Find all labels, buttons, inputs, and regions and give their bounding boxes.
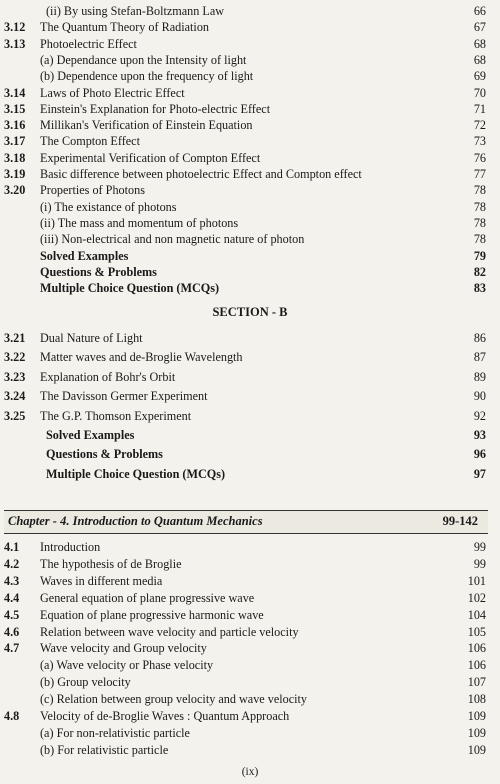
- toc-entry[interactable]: [0, 725, 500, 742]
- section-b-heading: SECTION - B: [212, 305, 288, 319]
- toc-entry-title: (i) The existance of photons: [40, 199, 177, 214]
- toc-entry-title: General equation of plane progressive wave: [40, 590, 255, 605]
- toc-entry[interactable]: [0, 349, 500, 366]
- toc-entry-title: (a) Wave velocity or Phase velocity: [40, 658, 214, 673]
- toc-entry-title: Introduction: [40, 540, 101, 554]
- toc-entry-page: 99: [473, 540, 486, 554]
- toc-entry[interactable]: [0, 657, 500, 674]
- toc-entry-page: 109: [467, 725, 486, 740]
- toc-entry-title: The hypothesis of de Broglie: [40, 556, 182, 571]
- toc-entry-number: 4.7: [4, 641, 20, 656]
- chapter-4-header: [4, 510, 488, 534]
- toc-entry-page: 106: [467, 641, 486, 656]
- page-number-footer: (ix): [241, 766, 259, 778]
- toc-entry-page: 67: [473, 20, 486, 35]
- toc-entry-title: (b) Group velocity: [40, 675, 131, 690]
- toc-entry[interactable]: [0, 590, 500, 607]
- toc-entry-page: 77: [473, 167, 486, 181]
- toc-entry-page: 107: [467, 675, 486, 690]
- toc-entry[interactable]: [0, 640, 500, 657]
- toc-entry-number: 3.23: [4, 369, 26, 384]
- toc-entry[interactable]: [0, 36, 500, 53]
- toc-entry-page: 105: [467, 624, 486, 639]
- toc-entry-title: The Compton Effect: [40, 134, 140, 149]
- toc-entry-page: 68: [473, 52, 486, 67]
- toc-entry-title: Multiple Choice Question (MCQs): [40, 281, 220, 296]
- toc-entry[interactable]: [0, 52, 500, 69]
- toc-entry-page: 86: [473, 331, 486, 345]
- toc-entry[interactable]: [0, 708, 500, 725]
- toc-entry-page: 78: [473, 183, 486, 198]
- toc-entry-page: 73: [473, 134, 486, 149]
- toc-entry[interactable]: [0, 427, 500, 444]
- toc-entry-title: Wave velocity and Group velocity: [40, 641, 207, 656]
- toc-entry-page: 97: [473, 466, 486, 481]
- toc-entry[interactable]: [0, 3, 500, 20]
- toc-entry-page: 102: [467, 590, 486, 605]
- toc-entry-title: Equation of plane progressive harmonic wave: [40, 607, 264, 622]
- toc-entry-number: 4.3: [4, 573, 20, 588]
- toc-entry-title: Millikan's Verification of Einstein Equation: [40, 118, 253, 133]
- toc-entry-page: 93: [473, 428, 486, 442]
- toc-entry-number: 3.13: [4, 36, 26, 51]
- toc-entry-number: 3.24: [4, 389, 26, 404]
- toc-entry[interactable]: [0, 539, 500, 556]
- toc-entry[interactable]: [0, 150, 500, 167]
- toc-entry-title: Questions & Problems: [46, 447, 163, 462]
- toc-entry-title: (b) Dependence upon the frequency of light: [40, 69, 254, 84]
- toc-entry-title: Relation between wave velocity and particle velocity: [40, 624, 299, 639]
- toc-entry[interactable]: [0, 199, 500, 216]
- toc-entry[interactable]: [0, 556, 500, 573]
- toc-entry-page: 66: [473, 4, 486, 18]
- toc-entry-page: 78: [473, 215, 486, 230]
- toc-entry-page: 69: [473, 69, 486, 84]
- toc-entry[interactable]: [0, 330, 500, 347]
- toc-entry-number: 4.1: [4, 540, 20, 554]
- toc-entry-number: 4.5: [4, 607, 20, 622]
- toc-entry[interactable]: [0, 408, 500, 425]
- toc-entry-number: 4.4: [4, 590, 20, 605]
- toc-entry-page: 104: [467, 607, 486, 622]
- toc-entry[interactable]: [0, 369, 500, 386]
- toc-entry-page: 82: [473, 264, 486, 279]
- toc-entry[interactable]: [0, 264, 500, 281]
- toc-entry-page: 70: [473, 85, 486, 100]
- toc-entry-page: 76: [473, 150, 486, 165]
- toc-entry-page: 108: [467, 692, 486, 707]
- toc-entry-title: (a) Dependance upon the Intensity of light: [40, 52, 247, 67]
- toc-entry-title: Matter waves and de-Broglie Wavelength: [40, 350, 243, 365]
- toc-entry-number: 3.22: [4, 350, 26, 365]
- toc-entry-title: Explanation of Bohr's Orbit: [40, 369, 176, 384]
- chapter-title: Chapter - 4. Introduction to Quantum Mechanics: [8, 514, 263, 528]
- toc-entry[interactable]: [0, 117, 500, 134]
- toc-entry-page: 78: [473, 199, 486, 214]
- toc-entry-number: 3.19: [4, 167, 26, 181]
- toc-entry-page: 96: [473, 447, 486, 462]
- toc-entry-page: 109: [467, 709, 486, 723]
- toc-entry[interactable]: [0, 624, 500, 641]
- toc-entry[interactable]: [0, 674, 500, 691]
- chapter-page-range: 99-142: [442, 514, 478, 528]
- toc-entry-number: 3.21: [4, 331, 26, 345]
- toc-entry[interactable]: [0, 573, 500, 590]
- toc-entry-title: Waves in different media: [40, 573, 163, 588]
- toc-entry-number: 3.15: [4, 101, 26, 116]
- toc-entry-page: 92: [473, 408, 486, 423]
- toc-entry[interactable]: [0, 248, 500, 265]
- toc-entry-page: 99: [473, 556, 486, 571]
- toc-entry-title: (b) For relativistic particle: [40, 742, 169, 757]
- toc-entry-number: 4.8: [4, 709, 20, 723]
- toc-entry-number: 3.12: [4, 20, 26, 35]
- toc-entry-title: Basic difference between photoelectric Effect and Compton effect: [40, 167, 362, 181]
- toc-entry-page: 90: [473, 389, 486, 404]
- toc-entry-title: The Quantum Theory of Radiation: [40, 20, 210, 35]
- toc-entry-page: 68: [473, 36, 486, 51]
- toc-entry-title: Properties of Photons: [40, 183, 145, 198]
- toc-entry-title: Laws of Photo Electric Effect: [40, 85, 185, 100]
- toc-entry[interactable]: [0, 742, 500, 759]
- toc-entry-number: 3.20: [4, 183, 26, 198]
- toc-entry-page: 78: [473, 232, 486, 247]
- toc-entry-title: (c) Relation between group velocity and wave velocity: [40, 692, 308, 707]
- toc-entry-page: 72: [473, 118, 486, 133]
- toc-entry-page: 79: [473, 248, 486, 263]
- toc-entry-number: 3.14: [4, 85, 26, 100]
- toc-entry-page: 87: [473, 350, 486, 365]
- toc-entry-title: Questions & Problems: [40, 264, 157, 279]
- toc-entry[interactable]: [0, 85, 500, 102]
- toc-entry-page: 89: [473, 369, 486, 384]
- toc-entry-page: 109: [467, 742, 486, 757]
- toc-entry[interactable]: [0, 466, 500, 483]
- toc-entry[interactable]: [0, 231, 500, 248]
- toc-entry-title: The G.P. Thomson Experiment: [40, 408, 192, 423]
- toc-entry-title: Photoelectric Effect: [40, 36, 137, 51]
- toc-entry-title: Experimental Verification of Compton Effect: [40, 150, 261, 165]
- toc-entry-title: Einstein's Explanation for Photo-electric Effect: [40, 101, 271, 116]
- toc-entry[interactable]: [0, 19, 500, 36]
- toc-entry-title: Velocity of de-Broglie Waves : Quantum Approach: [40, 709, 290, 723]
- toc-entry-page: 71: [473, 101, 486, 116]
- toc-entry-title: (a) For non-relativistic particle: [40, 725, 190, 740]
- toc-entry-number: 3.17: [4, 134, 26, 149]
- toc-entry-number: 4.2: [4, 556, 20, 571]
- toc-entry-title: Solved Examples: [46, 428, 135, 442]
- toc-entry[interactable]: [0, 446, 500, 463]
- toc-entry-number: 3.25: [4, 408, 26, 423]
- toc-entry[interactable]: [0, 691, 500, 708]
- toc-entry-title: Dual Nature of Light: [40, 331, 143, 345]
- toc-entry[interactable]: [0, 388, 500, 405]
- toc-entry[interactable]: [0, 101, 500, 118]
- toc-entry-title: Solved Examples: [40, 248, 129, 263]
- toc-entry-page: 106: [467, 658, 486, 673]
- toc-entry-title: (ii) By using Stefan-Boltzmann Law: [46, 4, 225, 18]
- toc-entry-number: 3.18: [4, 150, 26, 165]
- toc-entry-page: 101: [467, 573, 486, 588]
- toc-entry[interactable]: [0, 68, 500, 85]
- toc-entry[interactable]: [0, 182, 500, 199]
- toc-entry[interactable]: [0, 166, 500, 183]
- toc-entry[interactable]: [0, 280, 500, 297]
- toc-entry[interactable]: [0, 607, 500, 624]
- toc-entry-title: The Davisson Germer Experiment: [40, 389, 208, 404]
- toc-entry[interactable]: [0, 133, 500, 150]
- toc-entry-title: (ii) The mass and momentum of photons: [40, 215, 239, 230]
- toc-entry-title: (iii) Non-electrical and non magnetic nature of photon: [40, 232, 305, 247]
- toc-entry-number: 3.16: [4, 118, 26, 133]
- toc-entry-number: 4.6: [4, 624, 20, 639]
- toc-entry-page: 83: [473, 281, 486, 296]
- toc-entry-title: Multiple Choice Question (MCQs): [46, 466, 226, 481]
- toc-entry[interactable]: [0, 215, 500, 232]
